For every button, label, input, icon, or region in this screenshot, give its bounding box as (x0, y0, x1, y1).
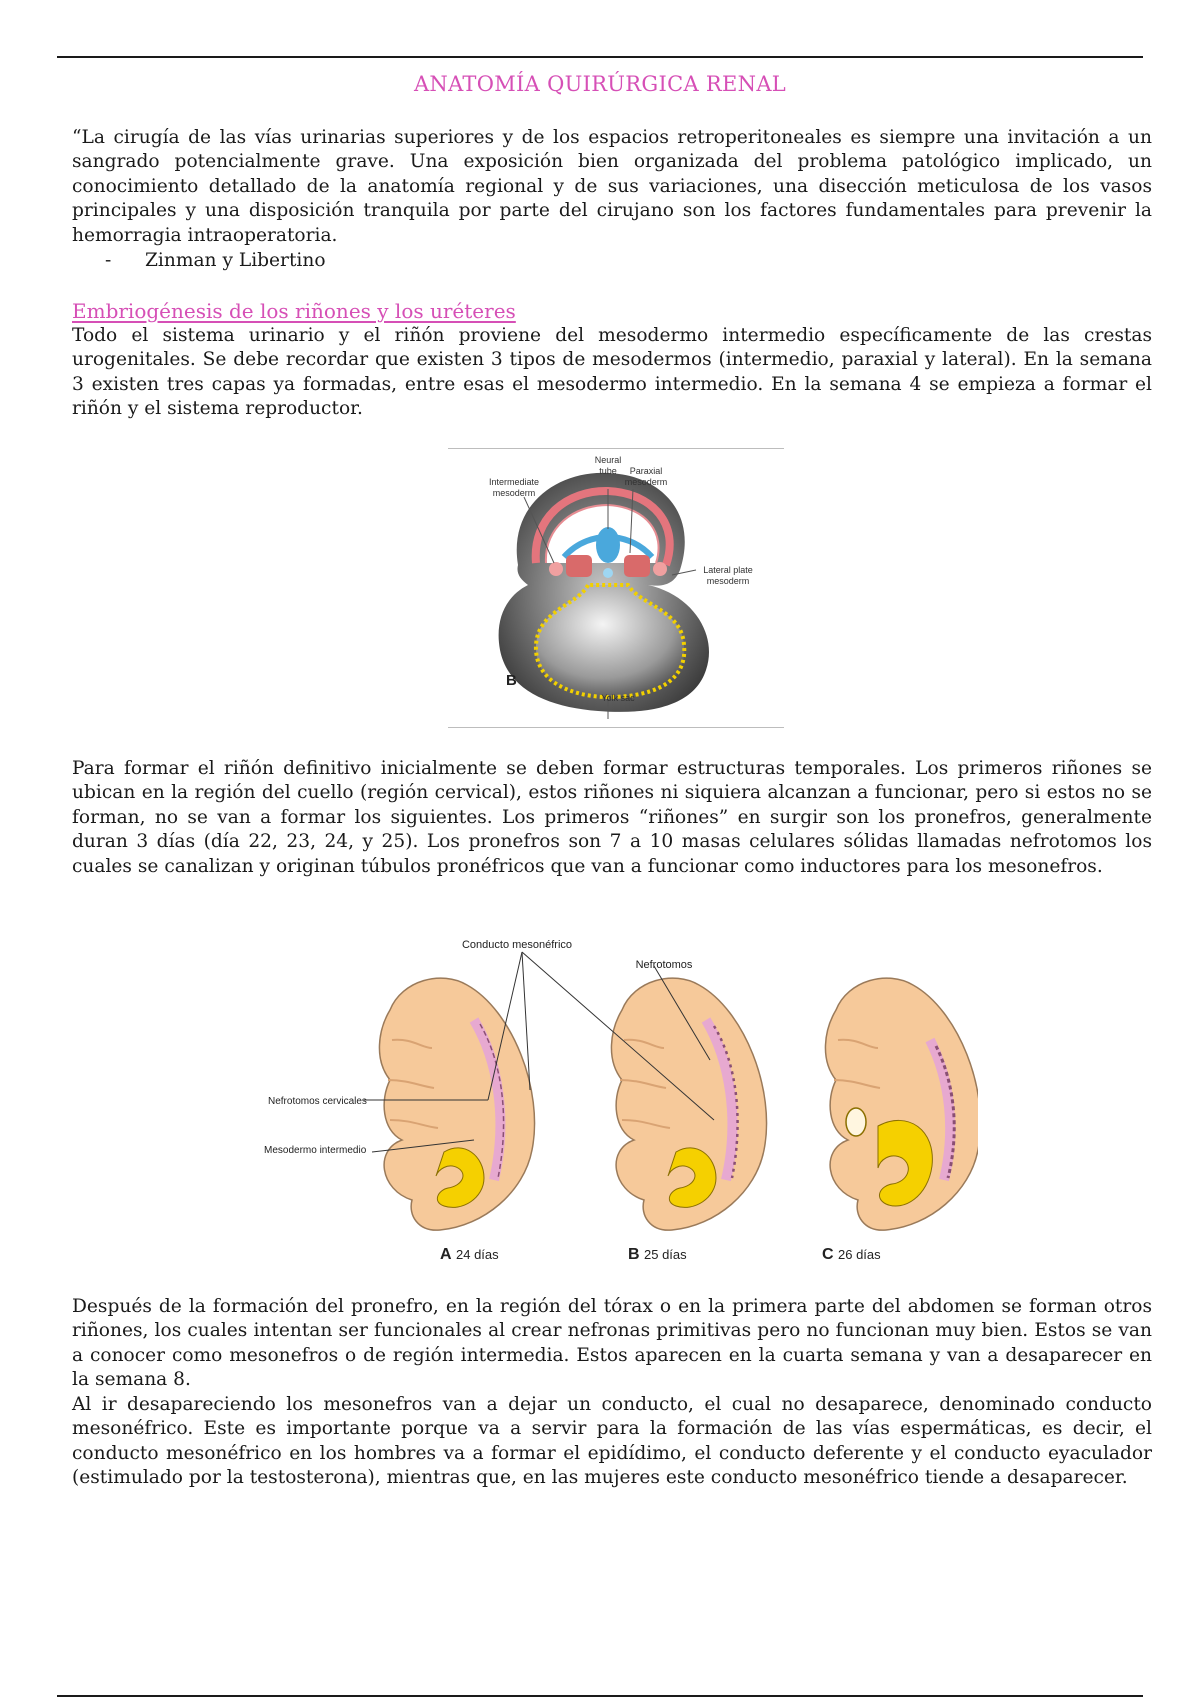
paraxial-mesoderm-right (624, 555, 650, 577)
label-lateral-1: Lateral plate (703, 565, 753, 575)
neural-tube (596, 527, 620, 563)
panel-b-letter: B (628, 1246, 640, 1263)
label-nefrotomos: Nefrotomos (635, 959, 693, 971)
label-yolk-sac: Yolk sac (601, 693, 635, 703)
embryo-c (825, 978, 978, 1230)
paraxial-mesoderm-left (566, 555, 592, 577)
label-neural-1: Neural (594, 455, 622, 465)
paragraph-conducto: Al ir desapareciendo los mesonefros van a dejar un conducto, el cual no desaparece, denominado conducto mesonéfrico. Este es importante porque va a servir para la formación de las vías espermáticas, es decir, el conducto mesonéfrico en los hombres va a formar el epidídimo, el conducto deferente y el conducto eyaculador (estimulado por la testosterona), mientras que, en las mujeres este conducto mesonéfrico tiende a desaparecer. (72, 1394, 1152, 1489)
panel-c-days: 26 días (838, 1247, 881, 1262)
quote-author (105, 250, 326, 271)
label-intermediate-2: mesoderm (492, 488, 536, 498)
embryo-cross-section-illustration (448, 445, 784, 731)
panel-b-days: 25 días (644, 1247, 687, 1262)
panel-a-letter: A (440, 1246, 452, 1263)
figure-bottom-line (448, 727, 784, 728)
label-neural-2: tube (599, 466, 617, 476)
bottom-rule (57, 1695, 1143, 1697)
embryo-a (379, 978, 534, 1230)
embryo-b (611, 978, 766, 1230)
label-panel-b: B (506, 672, 517, 689)
author-name: Zinman y Libertino (145, 250, 326, 271)
paragraph-mesonefros: Después de la formación del pronefro, en la región del tórax o en la primera parte del abdomen se forman otros riñones, los cuales intentan ser funcionales al crear nefronas primitivas pero no funcionan muy bien. Estos se van a conocer como mesonefros o de región intermedia. Estos aparecen en la cuarta semana y van a desaparecer en la semana 8. (72, 1296, 1152, 1391)
nephrotome-stages-figure (262, 930, 978, 1270)
paragraph-mesoderm: Todo el sistema urinario y el riñón proviene del mesodermo intermedio específicamente de las crestas urogenitales. Se debe recordar que existen 3 tipos de mesodermos (intermedio, paraxial y lateral). En la semana 3 existen tres capas ya formadas, entre esas el mesodermo intermedio. En la semana 4 se empieza a formar el riñón y el sistema reproductor. (72, 325, 1152, 420)
notochord (603, 568, 613, 578)
quote-paragraph: “La cirugía de las vías urinarias superiores y de los espacios retroperitoneales es siempre una invitación a un sangrado potencialmente grave. Una exposición bien organizada del problema patológico implicado, un conocimiento detallado de la anatomía regional y de sus variaciones, una disección meticulosa de los vasos principales y una disposición tranquila por parte del cirujano son los factores fundamentales para prevenir la hemorragia intraoperatoria. (72, 127, 1152, 246)
nephrotome-stages-illustration (262, 930, 978, 1270)
intermediate-mesoderm-left (549, 562, 563, 576)
label-mesodermo: Mesodermo intermedio (264, 1145, 367, 1156)
label-conducto: Conducto mesonéfrico (461, 939, 573, 951)
page-title: ANATOMÍA QUIRÚRGICA RENAL (413, 72, 787, 96)
label-lateral-2: mesoderm (706, 576, 750, 586)
paragraph-pronefros: Para formar el riñón definitivo inicialmente se deben formar estructuras temporales. Los primeros riñones se ubican en la región del cuello (región cervical), estos riñones ni siquiera alcanzan a funcionar, pero si estos no se forman, no se van a formar los siguientes. Los primeros “riñones” en surgir son los pronefros, generalmente duran 3 días (día 22, 23, 24, y 25). Los pronefros son 7 a 10 masas celulares sólidas llamadas nefrotomos los cuales se canalizan y originan túbulos pronéfricos que van a funcionar como inductores para los mesonefros. (72, 758, 1152, 877)
top-rule (57, 56, 1143, 58)
embryo-cross-section-figure (448, 445, 784, 731)
label-paraxial-2: mesoderm (624, 477, 668, 487)
author-dash: - (105, 250, 112, 271)
label-intermediate-1: Intermediate (488, 477, 540, 487)
label-cervicales: Nefrotomos cervicales (268, 1096, 367, 1107)
figure-top-line (448, 448, 784, 449)
intermediate-mesoderm-right (653, 562, 667, 576)
label-paraxial-1: Paraxial (629, 466, 663, 476)
section-title: Embriogénesis de los riñones y los uréteres (72, 299, 516, 323)
panel-a-days: 24 días (456, 1247, 499, 1262)
panel-c-letter: C (822, 1246, 834, 1263)
